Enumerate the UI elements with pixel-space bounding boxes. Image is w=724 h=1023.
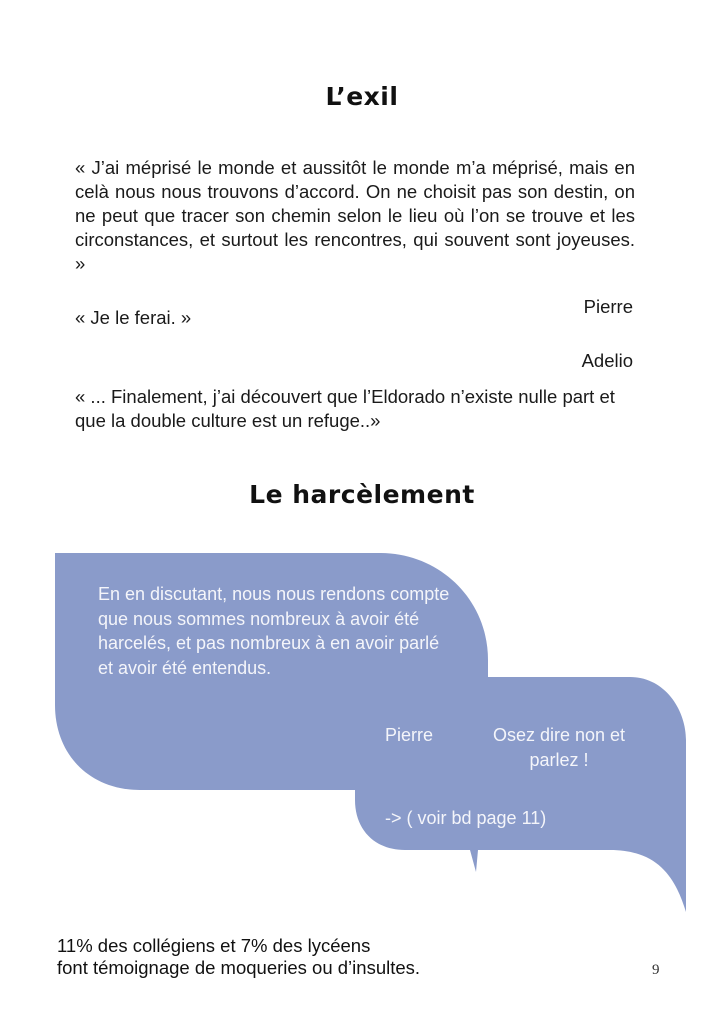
bubble-link-text: -> ( voir bd page 11) [385, 808, 547, 828]
page-number: 9 [652, 962, 660, 978]
quote-signature: Pierre [583, 296, 633, 317]
bubble-text: En en discutant, nous nous rendons compte que nous sommes nombreux à avoir été harcelés, et pas nombreux à en avoir parlé et avoir été entendus. [98, 584, 450, 678]
quote-paragraph: « ... Finalement, j’ai découvert que l’Eldorado n’existe nulle part et que la double culture est un refuge..» [75, 386, 615, 431]
section-title-exil: L’exil [325, 82, 399, 111]
section-title-harcelement: Le harcèlement [249, 480, 475, 509]
bubble-slogan: Osez dire non et parlez ! [492, 725, 626, 770]
bubble-author: Pierre [385, 725, 434, 745]
quote-signature: Adelio [581, 350, 633, 371]
quote-paragraph: « J’ai méprisé le monde et aussitôt le monde m’a méprisé, mais en celà nous nous trouvons d’accord. On ne choisit pas son destin, on ne peut que tracer son chemin selon le lieu où l’on se trouve et les circonstances, et surtout les rencontres, qui souvent sont joyeuses. » [75, 157, 635, 274]
quote-paragraph: « Je le ferai. » [75, 307, 192, 328]
statistic-line-2: font témoignage de moqueries ou d’insultes. [57, 957, 421, 978]
statistic-text [57, 935, 420, 979]
statistic-line-1: 11% des collégiens et 7% des lycéens [57, 935, 371, 956]
